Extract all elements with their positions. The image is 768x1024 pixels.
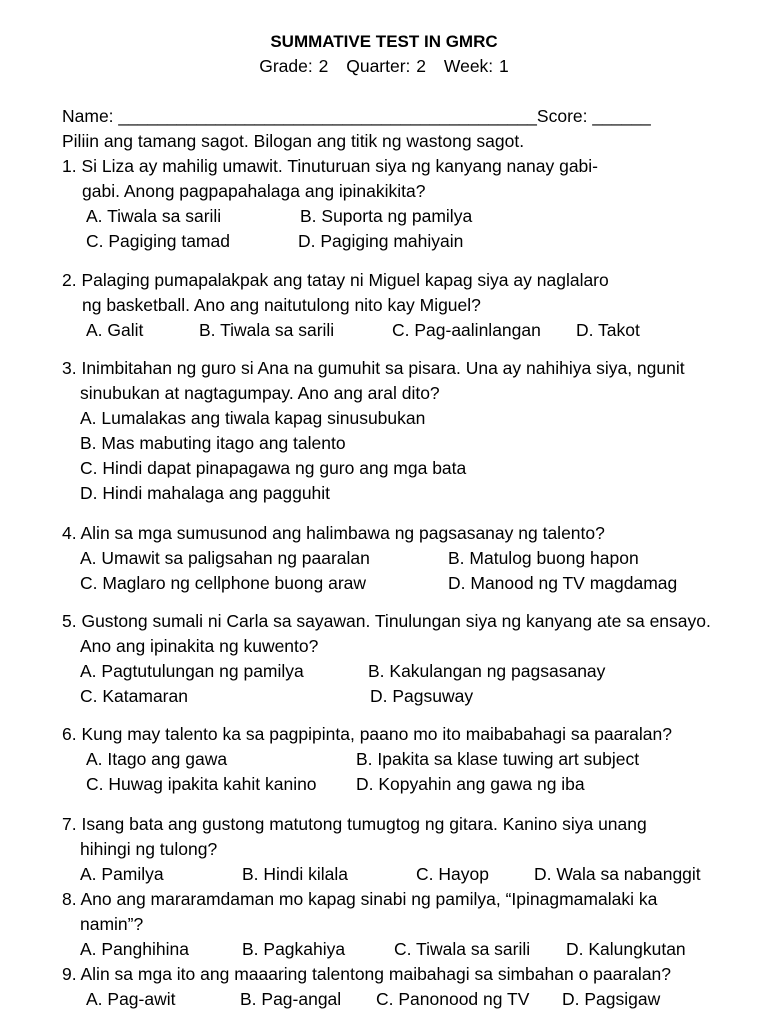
- option-a[interactable]: A. Pagtutulungan ng pamilya: [80, 661, 304, 681]
- option-a[interactable]: A. Panghihina: [80, 939, 189, 959]
- question-stem: 1. Si Liza ay mahilig umawit. Tinuturuan siya ng kanyang nanay gabi-: [62, 156, 598, 176]
- question-stem: 7. Isang bata ang gustong matutong tumugtog ng gitara. Kanino siya unang: [62, 814, 647, 834]
- option-c[interactable]: C. Pagiging tamad: [86, 231, 230, 251]
- option-a[interactable]: A. Lumalakas ang tiwala kapag sinusubukan: [80, 408, 426, 428]
- option-a[interactable]: A. Pag-awit: [86, 989, 176, 1009]
- option-b[interactable]: B. Tiwala sa sarili: [199, 320, 335, 340]
- option-b[interactable]: B. Suporta ng pamilya: [300, 206, 473, 226]
- question-stem: 6. Kung may talento ka sa pagpipinta, paano mo ito maibabahagi sa paaralan?: [62, 724, 673, 744]
- option-row: [62, 318, 742, 343]
- option-d[interactable]: D. Kalungkutan: [566, 939, 686, 959]
- option-d[interactable]: D. Manood ng TV magdamag: [448, 573, 678, 593]
- option-b[interactable]: B. Ipakita sa klase tuwing art subject: [356, 749, 640, 769]
- question-1: [62, 154, 742, 254]
- option-row: [62, 747, 742, 772]
- question-stem-cont: ng basketball. Ano ang naitutulong nito kay Miguel?: [82, 295, 481, 315]
- option-row: [62, 571, 742, 596]
- option-a[interactable]: A. Itago ang gawa: [86, 749, 228, 769]
- option-b[interactable]: B. Pagkahiya: [242, 939, 346, 959]
- option-d[interactable]: D. Pagsuway: [370, 686, 474, 706]
- option-d[interactable]: D. Hindi mahalaga ang pagguhit: [80, 483, 331, 503]
- question-stem: 2. Palaging pumapalakpak ang tatay ni Miguel kapag siya ay naglalaro: [62, 270, 609, 290]
- option-row: [62, 862, 742, 887]
- option-b[interactable]: B. Hindi kilala: [242, 864, 349, 884]
- option-c[interactable]: C. Hindi dapat pinapagawa ng guro ang mga bata: [80, 458, 467, 478]
- question-5: [62, 609, 742, 709]
- question-3: [62, 356, 742, 506]
- option-b[interactable]: B. Kakulangan ng pagsasanay: [368, 661, 606, 681]
- option-a[interactable]: A. Umawit sa paligsahan ng paaralan: [80, 548, 370, 568]
- option-a[interactable]: A. Pamilya: [80, 864, 164, 884]
- question-stem-cont: sinubukan at nagtagumpay. Ano ang aral dito?: [80, 383, 440, 403]
- grade-label: Grade: 2: [259, 56, 329, 76]
- question-6: [62, 722, 742, 797]
- option-row: [62, 546, 742, 571]
- option-b[interactable]: B. Pag-angal: [240, 989, 342, 1009]
- page-title: SUMMATIVE TEST IN GMRC: [270, 32, 498, 51]
- option-d[interactable]: D. Takot: [576, 320, 640, 340]
- option-a[interactable]: A. Tiwala sa sarili: [86, 206, 222, 226]
- test-info: [0, 54, 768, 79]
- option-row: [62, 772, 742, 797]
- option-d[interactable]: D. Wala sa nabanggit: [534, 864, 701, 884]
- option-c[interactable]: C. Katamaran: [80, 686, 188, 706]
- question-stem: 5. Gustong sumali ni Carla sa sayawan. Tinulungan siya ng kanyang ate sa ensayo.: [62, 611, 711, 631]
- option-row: [62, 937, 742, 962]
- option-d[interactable]: D. Kopyahin ang gawa ng iba: [356, 774, 585, 794]
- question-7: [62, 812, 742, 887]
- question-2: [62, 268, 742, 343]
- question-stem-cont: Ano ang ipinakita ng kuwento?: [80, 636, 319, 656]
- option-row: [62, 987, 742, 1012]
- option-c[interactable]: C. Tiwala sa sarili: [394, 939, 531, 959]
- option-d[interactable]: D. Pagiging mahiyain: [298, 231, 464, 251]
- option-row: [62, 229, 742, 254]
- option-row: [62, 659, 742, 684]
- option-c[interactable]: C. Maglaro ng cellphone buong araw: [80, 573, 367, 593]
- option-c[interactable]: C. Panonood ng TV: [376, 989, 530, 1009]
- option-a[interactable]: A. Galit: [86, 320, 144, 340]
- question-stem: 8. Ano ang mararamdaman mo kapag sinabi ng pamilya, “Ipinagmamalaki ka: [62, 889, 658, 909]
- question-9: [62, 962, 742, 1012]
- option-c[interactable]: C. Pag-aalinlangan: [392, 320, 541, 340]
- question-stem: 4. Alin sa mga sumusunod ang halimbawa ng pagsasanay ng talento?: [62, 523, 605, 543]
- question-stem-cont: namin”?: [80, 914, 144, 934]
- option-row: [62, 684, 742, 709]
- option-c[interactable]: C. Hayop: [416, 864, 489, 884]
- option-b[interactable]: B. Matulog buong hapon: [448, 548, 639, 568]
- option-b[interactable]: B. Mas mabuting itago ang talento: [80, 433, 346, 453]
- option-row: [62, 204, 742, 229]
- question-stem: 3. Inimbitahan ng guro si Ana na gumuhit sa pisara. Una ay nahihiya siya, ngunit: [62, 358, 685, 378]
- quarter-label: Quarter: 2: [346, 56, 427, 76]
- question-4: [62, 521, 742, 596]
- question-stem: 9. Alin sa mga ito ang maaaring talentong maibahagi sa simbahan o paaralan?: [62, 964, 672, 984]
- instructions: Piliin ang tamang sagot. Bilogan ang titik ng wastong sagot.: [62, 131, 525, 151]
- question-stem-cont: hihingi ng tulong?: [80, 839, 218, 859]
- option-d[interactable]: D. Pagsigaw: [562, 989, 661, 1009]
- option-c[interactable]: C. Huwag ipakita kahit kanino: [86, 774, 317, 794]
- name-score-line: Name: ___________________________________________Score: ______: [62, 106, 651, 126]
- question-8: [62, 887, 742, 962]
- week-label: Week: 1: [443, 56, 509, 76]
- question-stem-cont: gabi. Anong pagpapahalaga ang ipinakikita?: [82, 181, 426, 201]
